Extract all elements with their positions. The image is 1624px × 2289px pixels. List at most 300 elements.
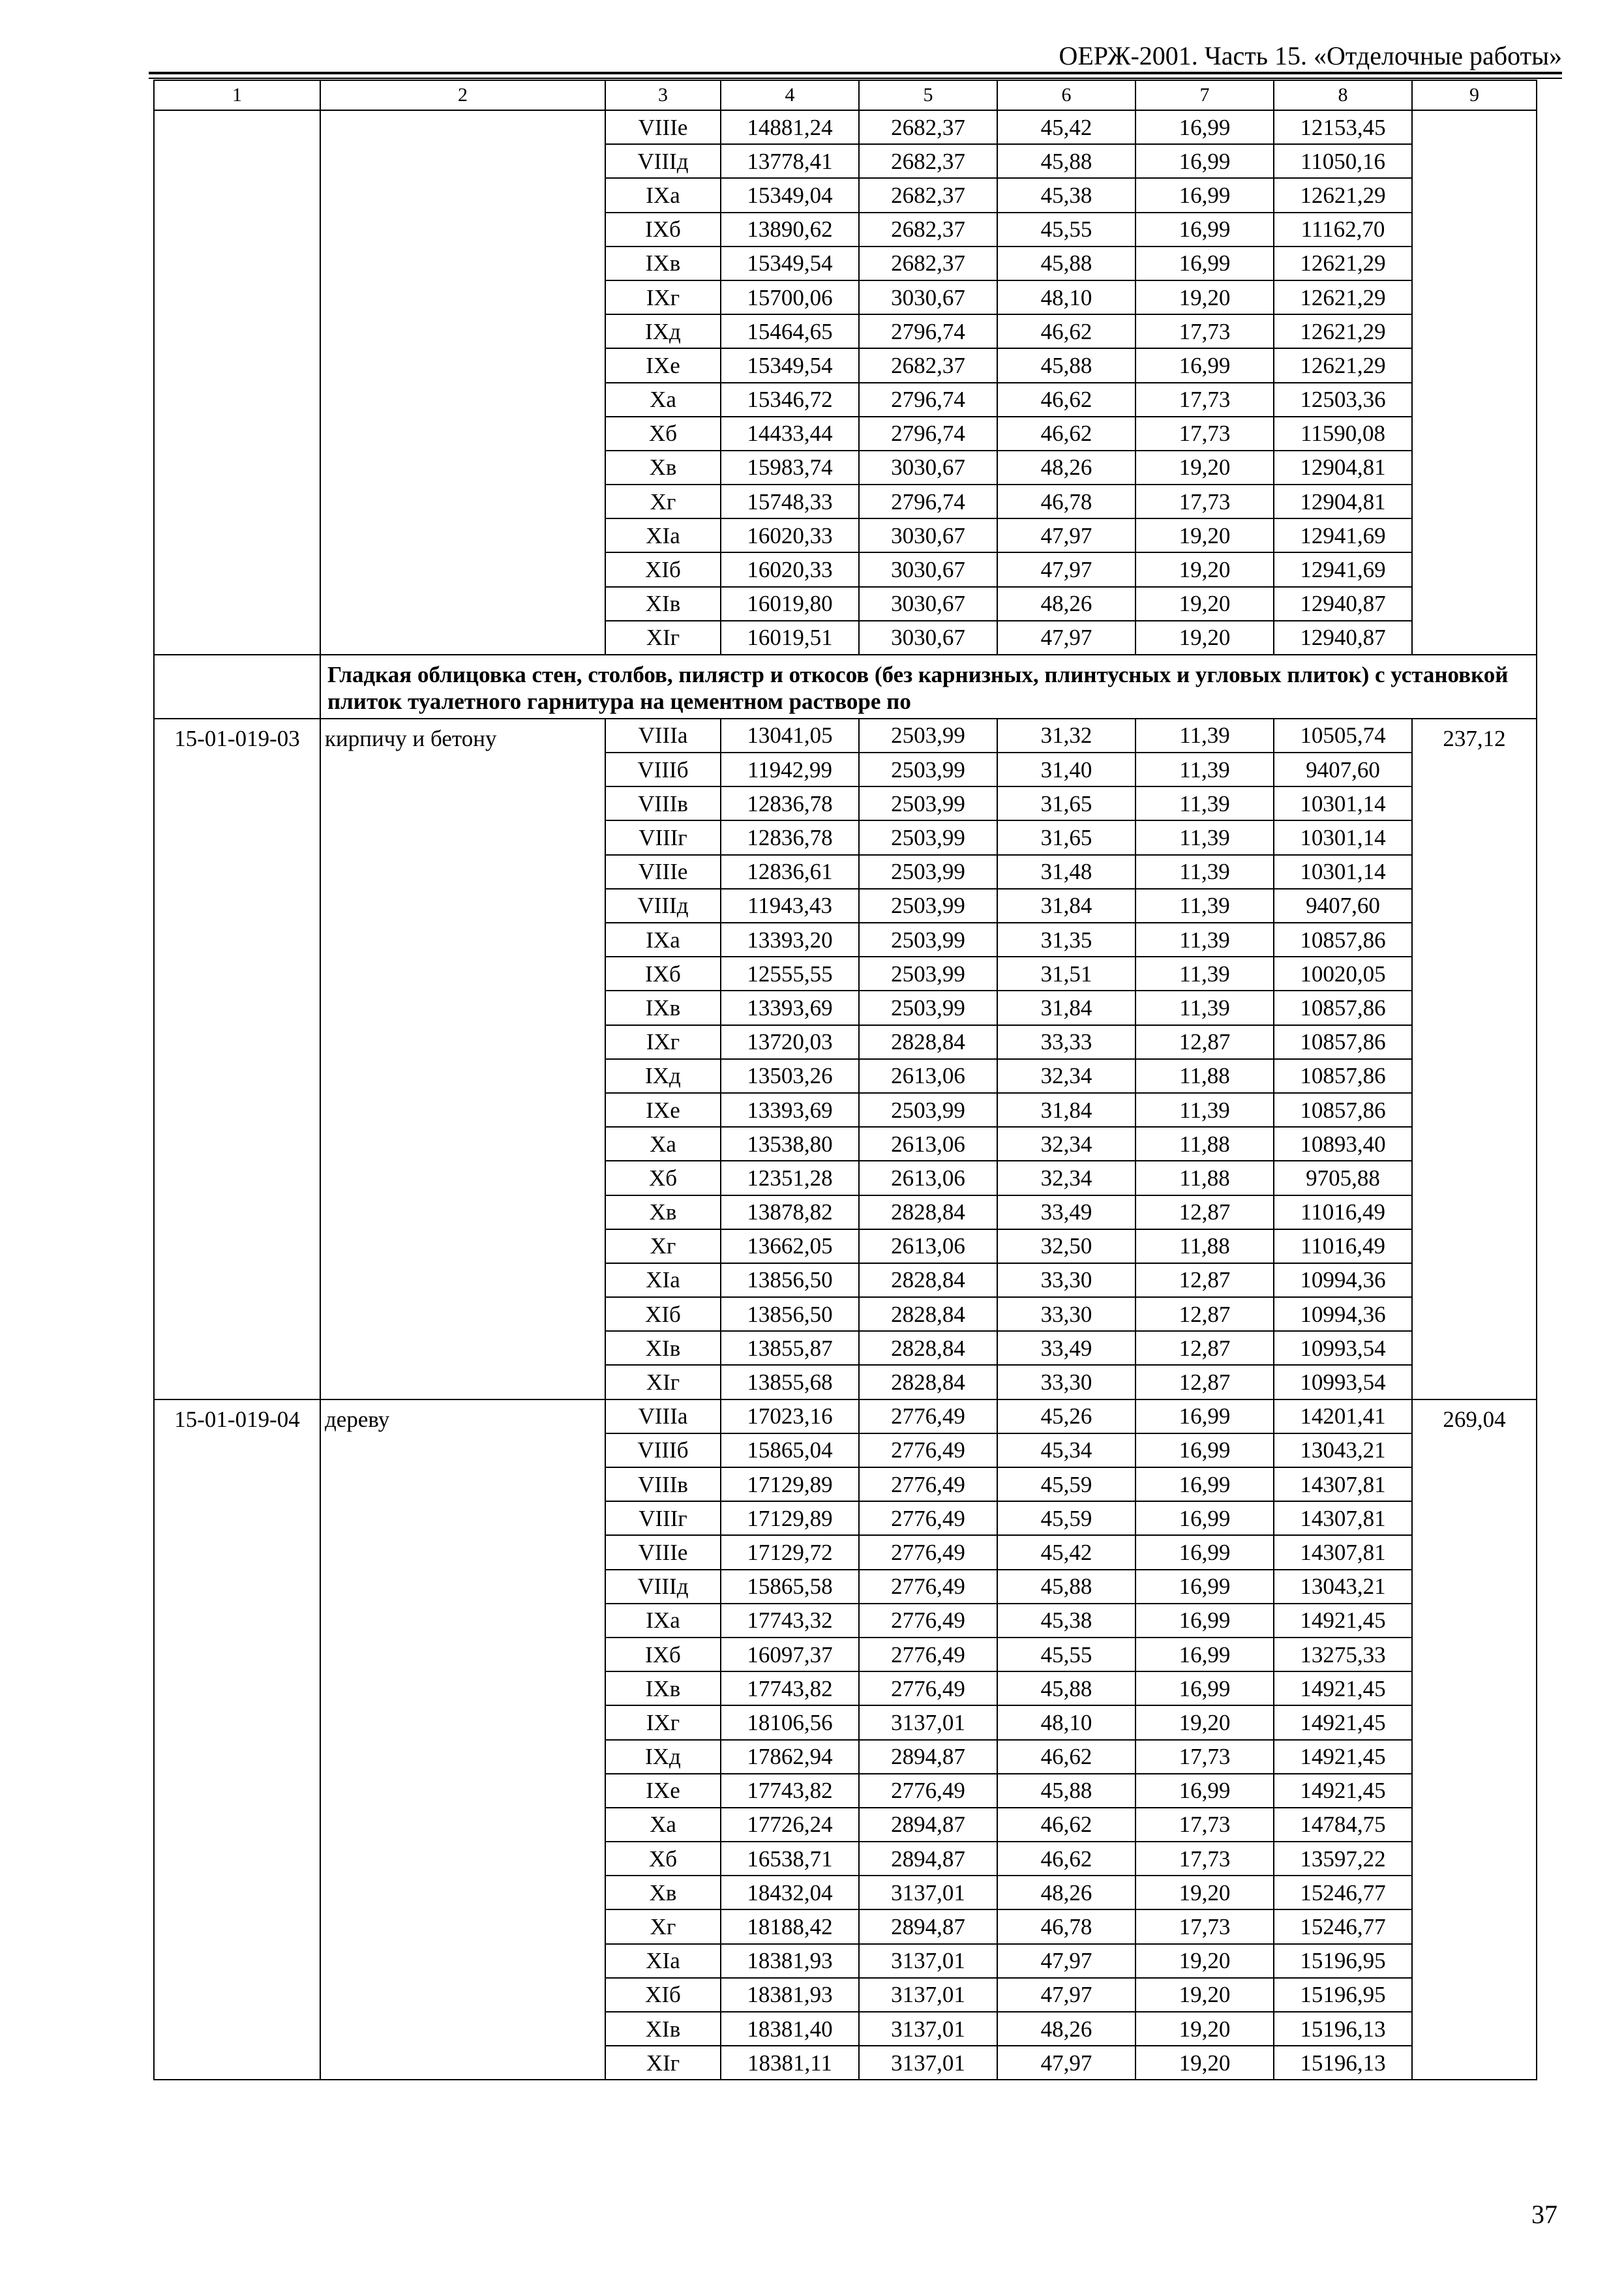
- value-cell: 13275,33: [1274, 1638, 1412, 1671]
- value-cell: 10020,05: [1274, 957, 1412, 991]
- value-cell: 10301,14: [1274, 855, 1412, 889]
- value-cell: 14201,41: [1274, 1399, 1412, 1433]
- value-cell: 17,73: [1135, 417, 1274, 451]
- value-cell: 11,39: [1135, 820, 1274, 854]
- value-cell: 14307,81: [1274, 1535, 1412, 1569]
- value-cell: 9705,88: [1274, 1161, 1412, 1195]
- value-cell: 11,39: [1135, 889, 1274, 923]
- rate-code-cell: 15-01-019-04: [154, 1399, 320, 2080]
- value-cell: 12940,87: [1274, 621, 1412, 655]
- value-cell: 46,62: [997, 417, 1135, 451]
- table-row: [154, 1399, 1537, 1433]
- value-cell: 13393,69: [721, 991, 859, 1025]
- col9-cell: 237,12: [1412, 719, 1537, 1399]
- value-cell: 13855,87: [721, 1331, 859, 1365]
- value-cell: 13597,22: [1274, 1842, 1412, 1876]
- value-cell: 2894,87: [859, 1909, 997, 1943]
- value-cell: 12,87: [1135, 1297, 1274, 1331]
- value-cell: 16,99: [1135, 1671, 1274, 1705]
- value-cell: 15349,54: [721, 247, 859, 280]
- value-cell: 12904,81: [1274, 451, 1412, 485]
- zone-cell: XIа: [605, 518, 721, 552]
- column-number-cell: 3: [605, 80, 721, 110]
- value-cell: 2776,49: [859, 1433, 997, 1467]
- value-cell: 16,99: [1135, 1604, 1274, 1638]
- value-cell: 15196,95: [1274, 1944, 1412, 1978]
- column-number-cell: 7: [1135, 80, 1274, 110]
- value-cell: 17129,89: [721, 1467, 859, 1501]
- value-cell: 16,99: [1135, 1467, 1274, 1501]
- zone-cell: IXа: [605, 178, 721, 212]
- value-cell: 12941,69: [1274, 518, 1412, 552]
- value-cell: 47,97: [997, 1944, 1135, 1978]
- value-cell: 32,34: [997, 1161, 1135, 1195]
- value-cell: 14307,81: [1274, 1501, 1412, 1535]
- value-cell: 3137,01: [859, 2012, 997, 2046]
- value-cell: 46,62: [997, 383, 1135, 417]
- value-cell: 17129,72: [721, 1535, 859, 1569]
- column-number-cell: 1: [154, 80, 320, 110]
- value-cell: 45,59: [997, 1467, 1135, 1501]
- value-cell: 15464,65: [721, 314, 859, 348]
- value-cell: 45,38: [997, 178, 1135, 212]
- value-cell: 11,39: [1135, 923, 1274, 957]
- value-cell: 14433,44: [721, 417, 859, 451]
- zone-cell: Xб: [605, 1161, 721, 1195]
- value-cell: 3137,01: [859, 1705, 997, 1739]
- value-cell: 12621,29: [1274, 314, 1412, 348]
- value-cell: 2894,87: [859, 1842, 997, 1876]
- rate-code-cell: 15-01-019-03: [154, 719, 320, 1399]
- value-cell: 19,20: [1135, 1978, 1274, 2012]
- value-cell: 16020,33: [721, 552, 859, 586]
- column-number-row: [154, 80, 1537, 110]
- table-row: [154, 719, 1537, 753]
- value-cell: 45,88: [997, 1570, 1135, 1604]
- zone-cell: XIг: [605, 1365, 721, 1399]
- column-number-cell: 4: [721, 80, 859, 110]
- column-number-cell: 5: [859, 80, 997, 110]
- value-cell: 16,99: [1135, 1535, 1274, 1569]
- value-cell: 17,73: [1135, 314, 1274, 348]
- value-cell: 16097,37: [721, 1638, 859, 1671]
- value-cell: 11943,43: [721, 889, 859, 923]
- zone-cell: Xа: [605, 1127, 721, 1161]
- zone-cell: VIIIв: [605, 786, 721, 820]
- value-cell: 2828,84: [859, 1297, 997, 1331]
- value-cell: 12555,55: [721, 957, 859, 991]
- value-cell: 17862,94: [721, 1740, 859, 1774]
- zone-cell: VIIIг: [605, 1501, 721, 1535]
- zone-cell: XIв: [605, 1331, 721, 1365]
- value-cell: 2796,74: [859, 485, 997, 518]
- value-cell: 16,99: [1135, 213, 1274, 247]
- value-cell: 2796,74: [859, 383, 997, 417]
- value-cell: 45,88: [997, 348, 1135, 382]
- value-cell: 10857,86: [1274, 991, 1412, 1025]
- header-rule-thin: [149, 78, 1562, 79]
- value-cell: 15349,54: [721, 348, 859, 382]
- value-cell: 2828,84: [859, 1263, 997, 1297]
- rates-table-body: [154, 80, 1537, 2080]
- value-cell: 15346,72: [721, 383, 859, 417]
- value-cell: 16,99: [1135, 1501, 1274, 1535]
- value-cell: 12351,28: [721, 1161, 859, 1195]
- column-number-cell: 9: [1412, 80, 1537, 110]
- value-cell: 15246,77: [1274, 1909, 1412, 1943]
- value-cell: 15865,58: [721, 1570, 859, 1604]
- value-cell: 46,78: [997, 485, 1135, 518]
- zone-cell: VIIIб: [605, 1433, 721, 1467]
- value-cell: 47,97: [997, 518, 1135, 552]
- value-cell: 33,30: [997, 1297, 1135, 1331]
- value-cell: 2682,37: [859, 144, 997, 178]
- value-cell: 32,34: [997, 1059, 1135, 1093]
- zone-cell: VIIIе: [605, 110, 721, 144]
- value-cell: 19,20: [1135, 1705, 1274, 1739]
- zone-cell: Xа: [605, 1808, 721, 1842]
- value-cell: 11,88: [1135, 1161, 1274, 1195]
- value-cell: 9407,60: [1274, 889, 1412, 923]
- zone-cell: Xб: [605, 417, 721, 451]
- value-cell: 17743,32: [721, 1604, 859, 1638]
- value-cell: 15983,74: [721, 451, 859, 485]
- value-cell: 14921,45: [1274, 1705, 1412, 1739]
- value-cell: 12941,69: [1274, 552, 1412, 586]
- value-cell: 10301,14: [1274, 820, 1412, 854]
- value-cell: 17726,24: [721, 1808, 859, 1842]
- value-cell: 19,20: [1135, 552, 1274, 586]
- value-cell: 18381,11: [721, 2046, 859, 2080]
- value-cell: 2682,37: [859, 348, 997, 382]
- value-cell: 13878,82: [721, 1195, 859, 1229]
- zone-cell: IXд: [605, 1740, 721, 1774]
- zone-cell: XIг: [605, 2046, 721, 2080]
- value-cell: 12836,78: [721, 820, 859, 854]
- column-number-cell: 6: [997, 80, 1135, 110]
- zone-cell: IXв: [605, 991, 721, 1025]
- zone-cell: Xг: [605, 1909, 721, 1943]
- value-cell: 2503,99: [859, 957, 997, 991]
- zone-cell: IXд: [605, 1059, 721, 1093]
- value-cell: 13043,21: [1274, 1570, 1412, 1604]
- value-cell: 32,50: [997, 1229, 1135, 1263]
- value-cell: 16,99: [1135, 1433, 1274, 1467]
- value-cell: 2894,87: [859, 1808, 997, 1842]
- header-rule-thick: [149, 72, 1562, 74]
- column-number-cell: 2: [320, 80, 605, 110]
- value-cell: 10893,40: [1274, 1127, 1412, 1161]
- value-cell: 17023,16: [721, 1399, 859, 1433]
- zone-cell: Xб: [605, 1842, 721, 1876]
- value-cell: 2776,49: [859, 1570, 997, 1604]
- value-cell: 48,26: [997, 1876, 1135, 1909]
- value-cell: 2503,99: [859, 786, 997, 820]
- zone-cell: Xа: [605, 383, 721, 417]
- value-cell: 16019,80: [721, 587, 859, 621]
- value-cell: 15246,77: [1274, 1876, 1412, 1909]
- value-cell: 12621,29: [1274, 280, 1412, 314]
- value-cell: 17,73: [1135, 485, 1274, 518]
- work-name-cell: дереву: [320, 1399, 605, 2080]
- value-cell: 2503,99: [859, 889, 997, 923]
- value-cell: 16538,71: [721, 1842, 859, 1876]
- value-cell: 11050,16: [1274, 144, 1412, 178]
- zone-cell: IXг: [605, 1705, 721, 1739]
- zone-cell: Xг: [605, 485, 721, 518]
- value-cell: 12,87: [1135, 1263, 1274, 1297]
- value-cell: 15865,04: [721, 1433, 859, 1467]
- value-cell: 11,88: [1135, 1059, 1274, 1093]
- value-cell: 13041,05: [721, 719, 859, 753]
- value-cell: 14307,81: [1274, 1467, 1412, 1501]
- zone-cell: IXе: [605, 348, 721, 382]
- value-cell: 14921,45: [1274, 1774, 1412, 1808]
- value-cell: 45,88: [997, 1671, 1135, 1705]
- value-cell: 12904,81: [1274, 485, 1412, 518]
- value-cell: 16,99: [1135, 144, 1274, 178]
- page-header-title: ОЕРЖ-2001. Часть 15. «Отделочные работы»: [1059, 41, 1562, 70]
- value-cell: 46,78: [997, 1909, 1135, 1943]
- value-cell: 16,99: [1135, 178, 1274, 212]
- value-cell: 18106,56: [721, 1705, 859, 1739]
- value-cell: 2828,84: [859, 1025, 997, 1059]
- value-cell: 16,99: [1135, 1774, 1274, 1808]
- value-cell: 11942,99: [721, 753, 859, 786]
- value-cell: 18432,04: [721, 1876, 859, 1909]
- value-cell: 2682,37: [859, 247, 997, 280]
- value-cell: 9407,60: [1274, 753, 1412, 786]
- value-cell: 16,99: [1135, 348, 1274, 382]
- value-cell: 13856,50: [721, 1297, 859, 1331]
- value-cell: 13890,62: [721, 213, 859, 247]
- value-cell: 10993,54: [1274, 1365, 1412, 1399]
- value-cell: 45,88: [997, 144, 1135, 178]
- value-cell: 11,39: [1135, 991, 1274, 1025]
- value-cell: 19,20: [1135, 451, 1274, 485]
- zone-cell: IXб: [605, 957, 721, 991]
- value-cell: 13043,21: [1274, 1433, 1412, 1467]
- value-cell: 11590,08: [1274, 417, 1412, 451]
- value-cell: 10857,86: [1274, 1059, 1412, 1093]
- value-cell: 2776,49: [859, 1535, 997, 1569]
- value-cell: 17,73: [1135, 1808, 1274, 1842]
- value-cell: 18188,42: [721, 1909, 859, 1943]
- zone-cell: IXб: [605, 1638, 721, 1671]
- value-cell: 48,10: [997, 280, 1135, 314]
- value-cell: 2776,49: [859, 1774, 997, 1808]
- value-cell: 10857,86: [1274, 1093, 1412, 1127]
- value-cell: 16019,51: [721, 621, 859, 655]
- value-cell: 46,62: [997, 1740, 1135, 1774]
- zone-cell: IXе: [605, 1774, 721, 1808]
- value-cell: 3030,67: [859, 587, 997, 621]
- value-cell: 45,42: [997, 1535, 1135, 1569]
- value-cell: 3137,01: [859, 1944, 997, 1978]
- page-number: 37: [1531, 2200, 1557, 2229]
- value-cell: 45,38: [997, 1604, 1135, 1638]
- value-cell: 2503,99: [859, 991, 997, 1025]
- value-cell: 14921,45: [1274, 1604, 1412, 1638]
- value-cell: 2613,06: [859, 1229, 997, 1263]
- value-cell: 12,87: [1135, 1025, 1274, 1059]
- value-cell: 17,73: [1135, 383, 1274, 417]
- value-cell: 15196,95: [1274, 1978, 1412, 2012]
- value-cell: 48,26: [997, 2012, 1135, 2046]
- zone-cell: VIIIа: [605, 1399, 721, 1433]
- table-row: [154, 110, 1537, 144]
- value-cell: 45,26: [997, 1399, 1135, 1433]
- value-cell: 45,55: [997, 213, 1135, 247]
- col9-cell: 269,04: [1412, 1399, 1537, 2080]
- section-blank-cell: [154, 655, 320, 719]
- value-cell: 45,88: [997, 1774, 1135, 1808]
- zone-cell: Xв: [605, 451, 721, 485]
- zone-cell: VIIIе: [605, 855, 721, 889]
- value-cell: 12503,36: [1274, 383, 1412, 417]
- value-cell: 32,34: [997, 1127, 1135, 1161]
- value-cell: 31,84: [997, 991, 1135, 1025]
- value-cell: 12836,78: [721, 786, 859, 820]
- value-cell: 12621,29: [1274, 247, 1412, 280]
- value-cell: 2796,74: [859, 417, 997, 451]
- zone-cell: Xв: [605, 1195, 721, 1229]
- value-cell: 2613,06: [859, 1059, 997, 1093]
- value-cell: 48,10: [997, 1705, 1135, 1739]
- value-cell: 2776,49: [859, 1671, 997, 1705]
- value-cell: 31,48: [997, 855, 1135, 889]
- zone-cell: VIIIа: [605, 719, 721, 753]
- value-cell: 2613,06: [859, 1127, 997, 1161]
- value-cell: 19,20: [1135, 2046, 1274, 2080]
- value-cell: 11,39: [1135, 719, 1274, 753]
- value-cell: 2796,74: [859, 314, 997, 348]
- value-cell: 45,34: [997, 1433, 1135, 1467]
- value-cell: 13856,50: [721, 1263, 859, 1297]
- value-cell: 3137,01: [859, 1978, 997, 2012]
- zone-cell: XIб: [605, 1978, 721, 2012]
- zone-cell: XIв: [605, 2012, 721, 2046]
- value-cell: 31,65: [997, 786, 1135, 820]
- zone-cell: VIIIд: [605, 144, 721, 178]
- value-cell: 17129,89: [721, 1501, 859, 1535]
- value-cell: 11,39: [1135, 1093, 1274, 1127]
- value-cell: 2503,99: [859, 855, 997, 889]
- value-cell: 13393,20: [721, 923, 859, 957]
- zone-cell: VIIIб: [605, 753, 721, 786]
- value-cell: 2613,06: [859, 1161, 997, 1195]
- value-cell: 11,88: [1135, 1229, 1274, 1263]
- value-cell: 13393,69: [721, 1093, 859, 1127]
- value-cell: 19,20: [1135, 1944, 1274, 1978]
- value-cell: 47,97: [997, 1978, 1135, 2012]
- value-cell: 45,55: [997, 1638, 1135, 1671]
- value-cell: 2503,99: [859, 719, 997, 753]
- zone-cell: IXа: [605, 1604, 721, 1638]
- work-name-cell: [320, 110, 605, 655]
- section-title: Гладкая облицовка стен, столбов, пилястр и откосов (без карнизных, плинтусных и угловых плиток) с установкой плиток туалетного гарнитура на цементном растворе по: [320, 655, 1537, 719]
- value-cell: 15196,13: [1274, 2046, 1412, 2080]
- zone-cell: XIв: [605, 587, 721, 621]
- value-cell: 11162,70: [1274, 213, 1412, 247]
- zone-cell: VIIIд: [605, 1570, 721, 1604]
- value-cell: 45,42: [997, 110, 1135, 144]
- value-cell: 11,39: [1135, 753, 1274, 786]
- value-cell: 18381,93: [721, 1944, 859, 1978]
- zone-cell: IXг: [605, 280, 721, 314]
- column-number-cell: 8: [1274, 80, 1412, 110]
- value-cell: 46,62: [997, 1842, 1135, 1876]
- value-cell: 3030,67: [859, 621, 997, 655]
- value-cell: 2828,84: [859, 1331, 997, 1365]
- value-cell: 2776,49: [859, 1501, 997, 1535]
- zone-cell: XIа: [605, 1263, 721, 1297]
- value-cell: 15748,33: [721, 485, 859, 518]
- value-cell: 16,99: [1135, 1399, 1274, 1433]
- value-cell: 17,73: [1135, 1842, 1274, 1876]
- value-cell: 2894,87: [859, 1740, 997, 1774]
- zone-cell: VIIIг: [605, 820, 721, 854]
- value-cell: 10993,54: [1274, 1331, 1412, 1365]
- value-cell: 2503,99: [859, 923, 997, 957]
- value-cell: 45,88: [997, 247, 1135, 280]
- value-cell: 19,20: [1135, 587, 1274, 621]
- value-cell: 3137,01: [859, 1876, 997, 1909]
- value-cell: 3030,67: [859, 552, 997, 586]
- value-cell: 15700,06: [721, 280, 859, 314]
- value-cell: 2776,49: [859, 1638, 997, 1671]
- value-cell: 18381,40: [721, 2012, 859, 2046]
- zone-cell: IXа: [605, 923, 721, 957]
- value-cell: 31,65: [997, 820, 1135, 854]
- value-cell: 2828,84: [859, 1195, 997, 1229]
- value-cell: 33,30: [997, 1263, 1135, 1297]
- value-cell: 19,20: [1135, 621, 1274, 655]
- value-cell: 13778,41: [721, 144, 859, 178]
- rates-table: [153, 80, 1537, 2080]
- value-cell: 19,20: [1135, 2012, 1274, 2046]
- zone-cell: VIIIд: [605, 889, 721, 923]
- value-cell: 31,51: [997, 957, 1135, 991]
- value-cell: 17743,82: [721, 1671, 859, 1705]
- work-name-cell: кирпичу и бетону: [320, 719, 605, 1399]
- value-cell: 13720,03: [721, 1025, 859, 1059]
- value-cell: 13538,80: [721, 1127, 859, 1161]
- value-cell: 17,73: [1135, 1740, 1274, 1774]
- value-cell: 14921,45: [1274, 1740, 1412, 1774]
- zone-cell: IXд: [605, 314, 721, 348]
- value-cell: 2503,99: [859, 820, 997, 854]
- value-cell: 19,20: [1135, 280, 1274, 314]
- value-cell: 31,40: [997, 753, 1135, 786]
- value-cell: 10857,86: [1274, 1025, 1412, 1059]
- value-cell: 16,99: [1135, 1570, 1274, 1604]
- value-cell: 11,39: [1135, 855, 1274, 889]
- zone-cell: XIб: [605, 1297, 721, 1331]
- value-cell: 17,73: [1135, 1909, 1274, 1943]
- value-cell: 31,84: [997, 889, 1135, 923]
- value-cell: 2776,49: [859, 1399, 997, 1433]
- value-cell: 12153,45: [1274, 110, 1412, 144]
- value-cell: 2828,84: [859, 1365, 997, 1399]
- value-cell: 47,97: [997, 621, 1135, 655]
- zone-cell: IXе: [605, 1093, 721, 1127]
- value-cell: 3030,67: [859, 280, 997, 314]
- value-cell: 45,59: [997, 1501, 1135, 1535]
- zone-cell: Xг: [605, 1229, 721, 1263]
- value-cell: 2682,37: [859, 178, 997, 212]
- value-cell: 31,84: [997, 1093, 1135, 1127]
